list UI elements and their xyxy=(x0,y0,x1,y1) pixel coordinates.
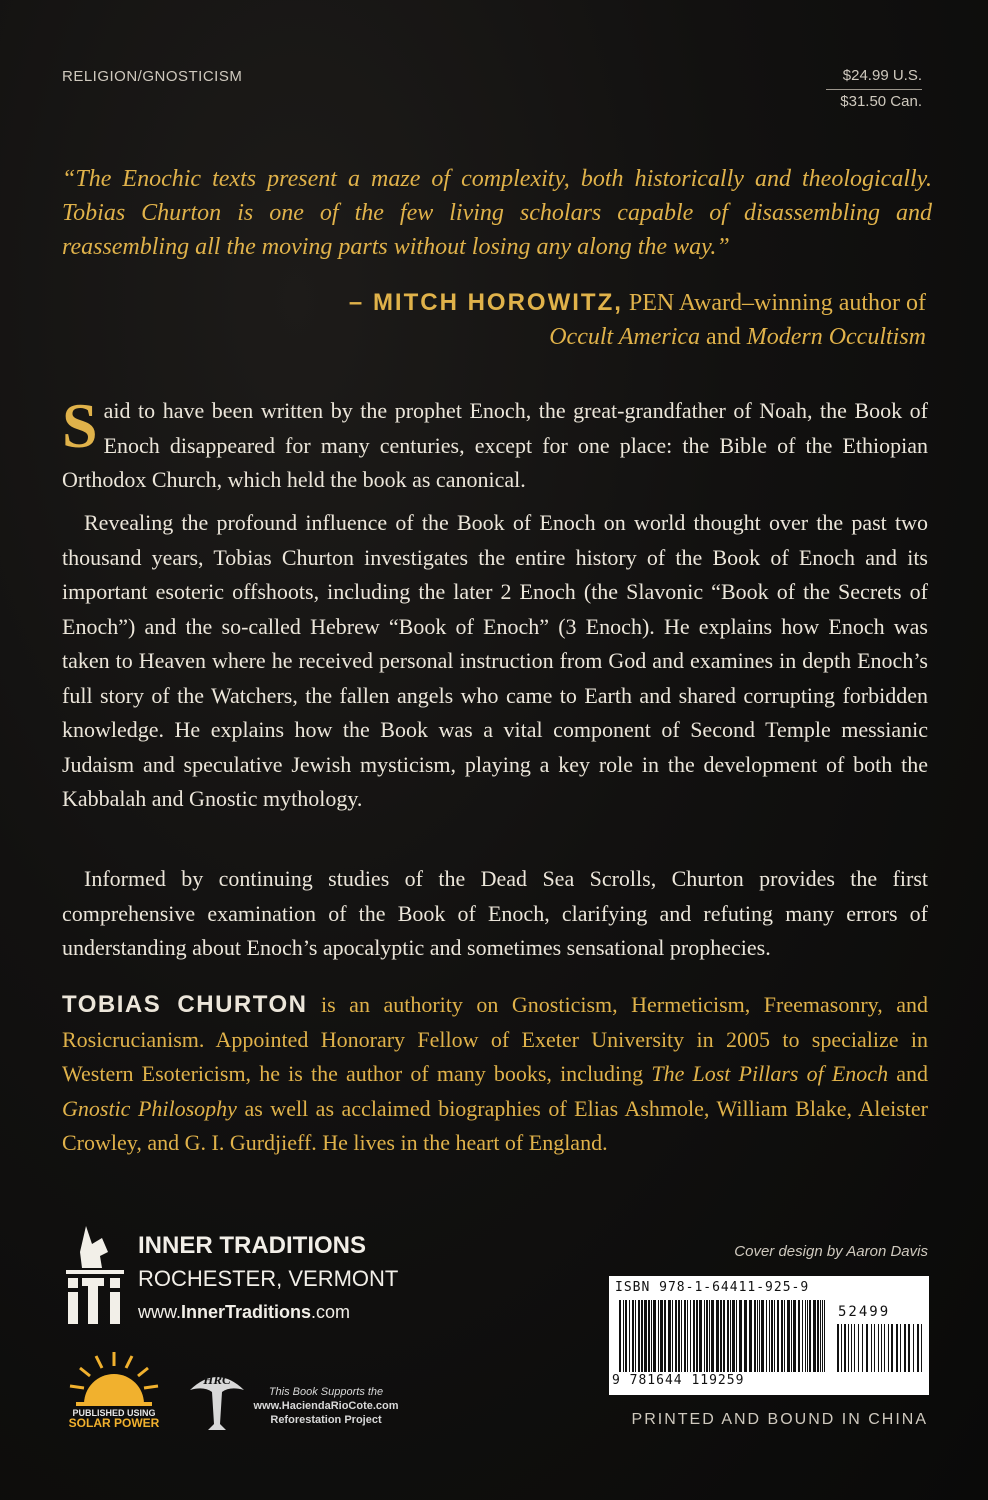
addon-barcode-bar xyxy=(917,1324,919,1372)
solar-line-2: SOLAR POWER xyxy=(68,1416,160,1430)
barcode-bar xyxy=(730,1300,731,1372)
category-label: RELIGION/GNOSTICISM xyxy=(62,68,243,85)
bio-text-b: and xyxy=(888,1061,928,1086)
barcode-bar xyxy=(749,1300,752,1372)
bio-book-2: Gnostic Philosophy xyxy=(62,1095,237,1121)
barcode-bar xyxy=(732,1300,735,1372)
addon-barcode-bar xyxy=(904,1324,906,1372)
endorsement-attribution xyxy=(349,286,926,354)
barcode-bar xyxy=(664,1300,666,1372)
hrc-line-3: Reforestation Project xyxy=(270,1414,382,1426)
endorser-book-2: Modern Occultism xyxy=(746,324,926,350)
anubis-logo-icon xyxy=(62,1222,128,1326)
endorsement-quote: “The Enochic texts present a maze of complexity, both historically and theologically. Tobias Churton is one of the few living scholars capable of disassembling and reassembling all the moving parts without losing any along the way.” xyxy=(62,166,932,260)
barcode-bar xyxy=(704,1300,705,1372)
barcode-bar xyxy=(727,1300,729,1372)
printed-in: PRINTED AND BOUND IN CHINA xyxy=(631,1411,928,1428)
web-suffix: .com xyxy=(311,1302,351,1322)
barcode-bar xyxy=(822,1300,823,1372)
barcode-bar xyxy=(641,1300,643,1372)
barcode-bar xyxy=(777,1300,779,1372)
addon-barcode-bar xyxy=(891,1324,893,1372)
barcode-bar xyxy=(813,1300,816,1372)
barcode-bar xyxy=(684,1300,686,1372)
addon-barcode-bar xyxy=(854,1324,855,1372)
barcode-bar xyxy=(632,1300,634,1372)
barcode-bar xyxy=(648,1300,650,1372)
barcode-bar xyxy=(761,1300,764,1372)
addon-barcode-bar xyxy=(851,1324,852,1372)
addon-barcode-bar xyxy=(841,1324,842,1372)
addon-barcode-bar xyxy=(881,1324,882,1372)
barcode-bar xyxy=(739,1300,742,1372)
barcode-bar xyxy=(687,1300,688,1372)
solar-power-badge xyxy=(62,1408,166,1428)
barcode-bar xyxy=(696,1300,698,1372)
barcode-bar xyxy=(802,1300,803,1372)
author-name: TOBIAS CHURTON xyxy=(62,991,308,1018)
barcode-bar xyxy=(678,1300,680,1372)
addon-barcode-bar xyxy=(908,1324,910,1372)
addon-barcode-bar xyxy=(921,1324,922,1372)
endorser-name: – MITCH HOROWITZ, xyxy=(348,289,623,316)
barcode-bar xyxy=(787,1300,790,1372)
barcode-bar xyxy=(690,1300,691,1372)
barcode-bar xyxy=(793,1300,796,1372)
bio-text-a: is an authority on Gnosticism, Hermeticism, Freemasonry, and Rosicrucianism. Appointed Honorary Fellow of Exeter University in 2005 to specialize in Western Esotericism, he is the author of many books, including xyxy=(62,992,928,1086)
endorser-and: and xyxy=(706,324,741,350)
addon-barcode-bar xyxy=(913,1324,914,1372)
barcode-bar xyxy=(784,1300,785,1372)
barcode-bar xyxy=(723,1300,725,1372)
price-us: $24.99 U.S. xyxy=(842,67,922,84)
hrc-line-2: www.HaciendaRioCote.com xyxy=(253,1400,399,1412)
addon-barcode-bar xyxy=(866,1324,868,1372)
barcode-bar xyxy=(820,1300,821,1372)
barcode-bar xyxy=(619,1300,621,1372)
barcode-bar xyxy=(817,1300,819,1372)
addon-barcode-bar xyxy=(896,1324,898,1372)
barcode-bar xyxy=(681,1300,682,1372)
barcode-bar xyxy=(638,1300,640,1372)
paragraph-1-text: aid to have been written by the prophet Enoch, the great-grandfather of Noah, the Book of Enoch disappeared for many centuries, except for one place: the Bible of the Ethiopian Orthodox Church, which held the book as canonical. xyxy=(62,398,928,492)
addon-barcode-bar xyxy=(848,1324,849,1372)
description-paragraph-1 xyxy=(62,390,928,498)
endorser-description: PEN Award–winning author of xyxy=(628,290,926,316)
hrc-badge-text: HRC xyxy=(203,1372,231,1387)
price-divider xyxy=(826,89,922,90)
barcode-bar xyxy=(771,1300,773,1372)
price-code: 52499 xyxy=(838,1304,891,1320)
barcode-bar xyxy=(623,1300,624,1372)
barcode-bar xyxy=(781,1300,783,1372)
barcode-bar xyxy=(672,1300,673,1372)
barcode-bar xyxy=(709,1300,710,1372)
web-domain: InnerTraditions xyxy=(181,1302,312,1322)
barcode-bar xyxy=(798,1300,800,1372)
barcode-bar xyxy=(807,1300,808,1372)
web-prefix: www. xyxy=(138,1302,182,1322)
addon-barcode-bar xyxy=(871,1324,872,1372)
bio-text-c: as well as acclaimed biographies of Elias Ashmole, William Blake, Aleister Crowley, and G. I. Gurdjieff. He lives in the heart of England. xyxy=(62,1095,928,1155)
barcode-bar xyxy=(668,1300,671,1372)
price-can: $31.50 Can. xyxy=(840,93,922,110)
bio-book-1: The Lost Pillars of Enoch xyxy=(651,1061,889,1086)
barcode-bar xyxy=(791,1300,792,1372)
barcode-bar xyxy=(769,1300,770,1372)
barcode-bar xyxy=(716,1300,719,1372)
ean-digits: 9 781644 119259 xyxy=(612,1373,745,1388)
barcode-bar xyxy=(653,1300,656,1372)
description-paragraph-3: Informed by continuing studies of the Dead Sea Scrolls, Churton provides the first comprehensive examination of the Book of Enoch, clarifying and refuting many errors of understanding about Enoch’s apocalyptic and sometimes sensational prophecies. xyxy=(62,866,928,960)
solar-line-1: PUBLISHED USING xyxy=(72,1408,156,1418)
addon-barcode-bar xyxy=(837,1324,839,1372)
cover-credit: Cover design by Aaron Davis xyxy=(734,1243,928,1260)
barcode-bar xyxy=(651,1300,652,1372)
price-block xyxy=(826,66,922,112)
barcode-bar xyxy=(699,1300,702,1372)
tree-icon xyxy=(186,1362,248,1432)
barcode-bar xyxy=(706,1300,708,1372)
barcode-bar xyxy=(711,1300,714,1372)
barcode-bar xyxy=(774,1300,775,1372)
barcode-bar xyxy=(809,1300,811,1372)
barcode-bar xyxy=(693,1300,695,1372)
barcode-bar xyxy=(766,1300,767,1372)
publisher-website xyxy=(138,1302,350,1323)
publisher-city: ROCHESTER, VERMONT xyxy=(138,1266,399,1291)
barcode-bar xyxy=(757,1300,758,1372)
barcode-bar xyxy=(625,1300,627,1372)
barcode-bar xyxy=(805,1300,806,1372)
addon-barcode-bar xyxy=(878,1324,879,1372)
barcode-bar xyxy=(644,1300,647,1372)
barcode-bar xyxy=(658,1300,659,1372)
hrc-line-1: This Book Supports the xyxy=(268,1386,384,1398)
reforestation-note xyxy=(246,1385,406,1427)
addon-barcode-bar xyxy=(900,1324,901,1372)
addon-barcode-bar xyxy=(858,1324,859,1372)
barcode-bar xyxy=(736,1300,737,1372)
addon-barcode-bar xyxy=(844,1324,846,1372)
barcode-bar xyxy=(660,1300,663,1372)
barcode-bar xyxy=(629,1300,630,1372)
barcode-bar xyxy=(824,1300,825,1372)
drop-cap: S xyxy=(62,390,98,461)
author-bio xyxy=(62,988,928,1161)
isbn-label: ISBN 978-1-64411-925-9 xyxy=(615,1280,810,1295)
barcode-bar xyxy=(635,1300,636,1372)
barcode-bar xyxy=(759,1300,760,1372)
barcode-bar xyxy=(675,1300,677,1372)
addon-barcode-bar xyxy=(884,1324,885,1372)
addon-barcode-bar xyxy=(862,1324,863,1372)
publisher-name: INNER TRADITIONS xyxy=(138,1232,366,1259)
endorser-book-1: Occult America xyxy=(549,324,701,350)
addon-barcode-bar xyxy=(888,1324,889,1372)
barcode-bar xyxy=(720,1300,722,1372)
barcode-bar xyxy=(754,1300,756,1372)
barcode-bar xyxy=(744,1300,747,1372)
addon-barcode-bar xyxy=(874,1324,875,1372)
description-paragraph-2: Revealing the profound influence of the Book of Enoch on world thought over the past two thousand years, Tobias Churton investigates the entire history of the Book of Enoch and its important esoteric offshoots, including the later 2 Enoch (the Slavonic “Book of the Secrets of Enoch”) and the so-called Hebrew “Book of Enoch” (3 Enoch). He explains how Enoch was taken to Heaven where he received personal instruction from God and examines in depth Enoch’s full story of the Watchers, the fallen angels who came to Earth and shared corrupting forbidden knowledge. He explains how the Book was a vital component of Second Temple messianic Judaism and speculative Jewish mysticism, playing a key role in the development of both the Kabbalah and Gnostic mythology. xyxy=(62,510,928,811)
